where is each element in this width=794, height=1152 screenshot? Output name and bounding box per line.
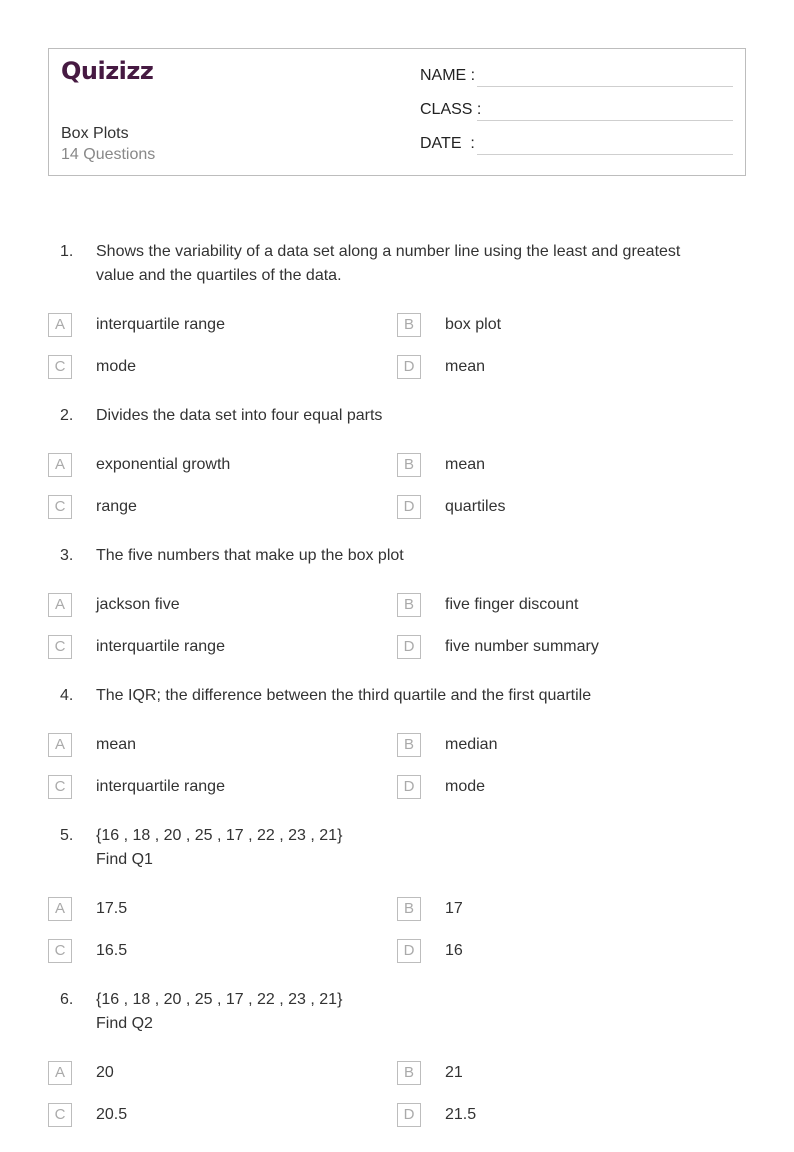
question-text: The IQR; the difference between the third quartile and the first quartile [96,687,592,704]
question-text: {16 , 18 , 20 , 25 , 17 , 22 , 23 , 21} Find Q1 [96,827,343,868]
question-number: 4. [60,687,74,704]
option-letter-box[interactable]: D [397,775,421,799]
date-label: DATE : [420,135,475,152]
option-letter-box[interactable]: C [48,1103,72,1127]
question-text: Shows the variability of a data set along a number line using the least and greatest value and the quartiles of the data. [96,243,681,284]
option-letter-box[interactable]: D [397,355,421,379]
question-number: 3. [60,547,74,564]
option-text: 17.5 [96,900,128,917]
date-field[interactable] [420,135,740,159]
option-text: mode [445,778,486,795]
quizizz-logo: Quizizz [61,57,154,85]
answer-options [0,453,794,519]
option-text: exponential growth [96,456,231,473]
option-letter-box[interactable]: C [48,355,72,379]
option-letter-box[interactable]: B [397,1061,421,1085]
question-text: Divides the data set into four equal parts [96,407,383,424]
option-letter-box[interactable]: B [397,733,421,757]
question-count: 14 Questions [61,146,156,163]
option-text: quartiles [445,498,506,515]
option-letter-box[interactable]: C [48,939,72,963]
option-text: interquartile range [96,778,225,795]
question [0,684,794,708]
option-text: 20 [96,1064,114,1081]
question-number: 5. [60,827,74,844]
option-letter-box[interactable]: D [397,635,421,659]
option-letter-box[interactable]: B [397,897,421,921]
option-letter-box[interactable]: B [397,453,421,477]
question [0,544,794,568]
option-text: mode [96,358,137,375]
option-text: box plot [445,316,502,333]
option-text: median [445,736,498,753]
option-text: mean [445,358,486,375]
option-letter-box[interactable]: C [48,775,72,799]
option-text: mean [445,456,486,473]
option-text: jackson five [96,596,180,613]
option-text: 20.5 [96,1106,128,1123]
option-letter-box[interactable]: D [397,939,421,963]
option-text: interquartile range [96,638,225,655]
name-field[interactable] [420,67,740,91]
question-number: 2. [60,407,74,424]
option-letter-box[interactable]: D [397,1103,421,1127]
option-text: 21 [445,1064,463,1081]
name-label: NAME : [420,67,476,84]
option-text: mean [96,736,137,753]
option-letter-box[interactable]: C [48,495,72,519]
name-line[interactable] [477,86,733,87]
option-letter-box[interactable]: A [48,593,72,617]
option-text: five finger discount [445,596,579,613]
question [0,988,794,1036]
option-letter-box[interactable]: D [397,495,421,519]
answer-options [0,313,794,379]
question-list [0,240,794,1152]
question [0,240,794,288]
question-number: 1. [60,243,74,260]
worksheet-title: Box Plots [61,125,129,142]
question-number: 6. [60,991,74,1008]
answer-options [0,1061,794,1127]
option-text: range [96,498,137,515]
question-text: {16 , 18 , 20 , 25 , 17 , 22 , 23 , 21} Find Q2 [96,991,343,1032]
class-line[interactable] [477,120,733,121]
option-text: 16.5 [96,942,128,959]
option-letter-box[interactable]: B [397,593,421,617]
option-text: 17 [445,900,463,917]
worksheet-header [48,48,746,176]
date-line[interactable] [477,154,733,155]
option-letter-box[interactable]: A [48,1061,72,1085]
answer-options [0,897,794,963]
option-letter-box[interactable]: B [397,313,421,337]
option-letter-box[interactable]: A [48,897,72,921]
option-text: 16 [445,942,463,959]
answer-options [0,593,794,659]
option-letter-box[interactable]: A [48,733,72,757]
option-text: five number summary [445,638,599,655]
question-text: The five numbers that make up the box plot [96,547,404,564]
class-label: CLASS : [420,101,482,118]
option-letter-box[interactable]: A [48,453,72,477]
option-letter-box[interactable]: A [48,313,72,337]
option-letter-box[interactable]: C [48,635,72,659]
question [0,824,794,872]
question [0,404,794,428]
class-field[interactable] [420,101,740,125]
option-text: interquartile range [96,316,225,333]
answer-options [0,733,794,799]
option-text: 21.5 [445,1106,477,1123]
